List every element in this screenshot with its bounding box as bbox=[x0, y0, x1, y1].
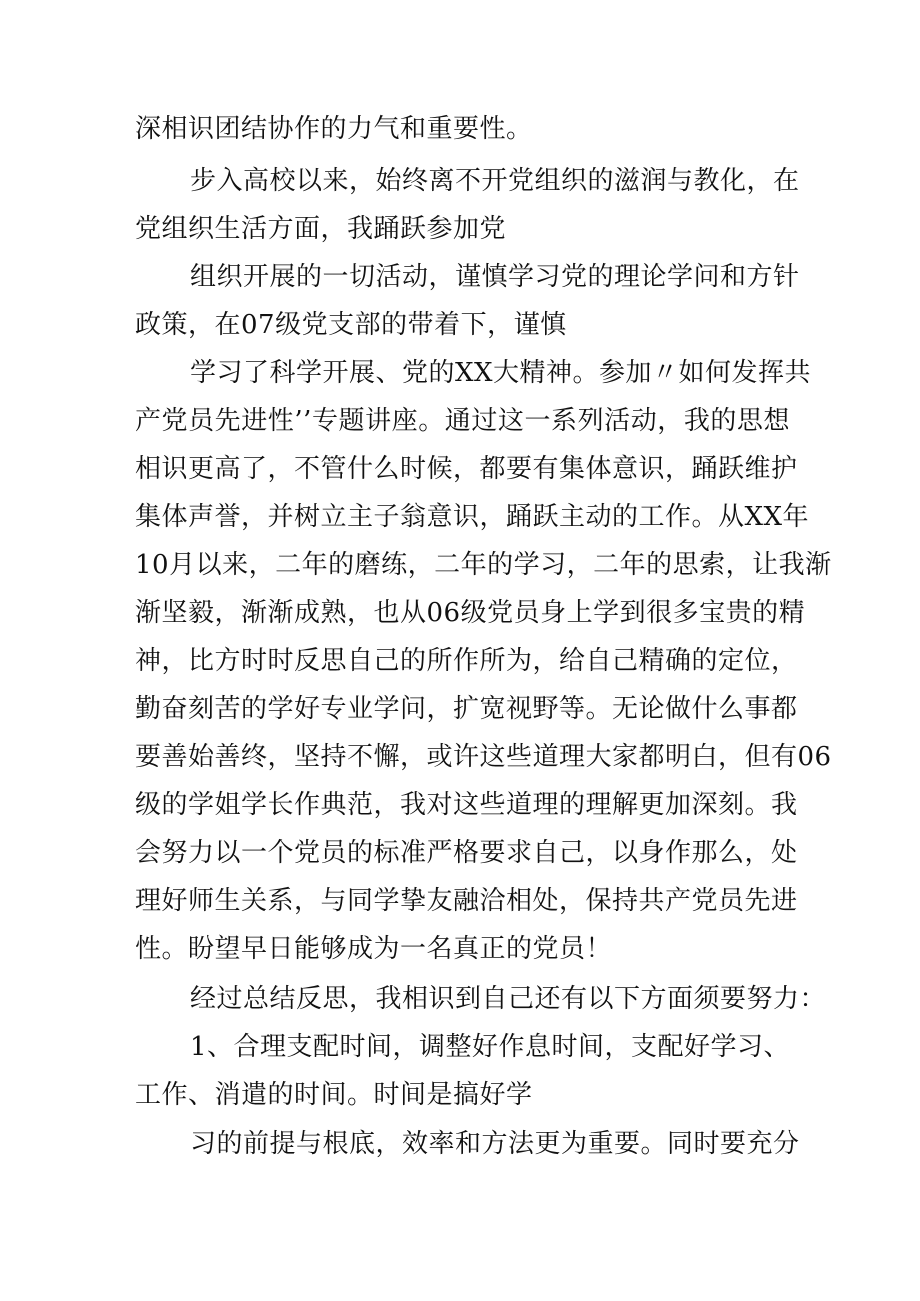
text-line-17: 理好师生关系，与同学挚友融洽相处，保持共产党员先进 bbox=[135, 886, 798, 916]
text-line-5: 政策，在07级党支部的带着下，谨慎 bbox=[135, 310, 567, 340]
text-line-13: 勤奋刻苦的学好专业学问，扩宽视野等。无论做什么事都 bbox=[135, 694, 798, 724]
text-line-11: 渐坚毅，渐渐成熟，也从06级党员身上学到很多宝贵的精 bbox=[135, 598, 806, 628]
text-line-7: 产党员先进性’’专题讲座。通过这一系列活动，我的思想 bbox=[135, 406, 790, 436]
text-line-1: 深相识团结协作的力气和重要性。 bbox=[135, 114, 533, 144]
text-line-12: 神，比方时时反思自己的所作所为，给自己精确的定位， bbox=[135, 646, 798, 676]
text-line-16: 会努力以一个党员的标准严格要求自己，以身作那么，处 bbox=[135, 838, 798, 868]
text-line-22: 习的前提与根底，效率和方法更为重要。同时要充分 bbox=[190, 1129, 800, 1159]
text-line-10: 10月以来，二年的磨练，二年的学习，二年的思索，让我渐 bbox=[135, 550, 832, 580]
text-line-21: 工作、消遣的时间。时间是搞好学 bbox=[135, 1080, 533, 1110]
text-line-20: 1、合理支配时间，调整好作息时间，支配好学习、 bbox=[190, 1032, 791, 1062]
text-line-3: 党组织生活方面，我踊跃参加党 bbox=[135, 214, 507, 244]
text-line-8: 相识更高了，不管什么时候，都要有集体意识，踊跃维护 bbox=[135, 454, 798, 484]
text-line-14: 要善始善终，坚持不懈，或许这些道理大家都明白，但有06 bbox=[135, 742, 832, 772]
text-line-6: 学习了科学开展、党的XX大精神。参加〃如何发挥共 bbox=[190, 358, 812, 388]
text-line-15: 级的学姐学长作典范，我对这些道理的理解更加深刻。我 bbox=[135, 790, 798, 820]
text-line-19: 经过总结反思，我相识到自己还有以下方面须要努力： bbox=[190, 984, 827, 1014]
text-line-18: 性。盼望早日能够成为一名真正的党员！ bbox=[135, 934, 613, 964]
text-line-2: 步入高校以来，始终离不开党组织的滋润与教化，在 bbox=[190, 166, 800, 196]
text-line-4: 组织开展的一切活动，谨慎学习党的理论学问和方针 bbox=[190, 262, 800, 292]
text-line-9: 集体声誉，并树立主子翁意识，踊跃主动的工作。从XX年 bbox=[135, 502, 810, 532]
